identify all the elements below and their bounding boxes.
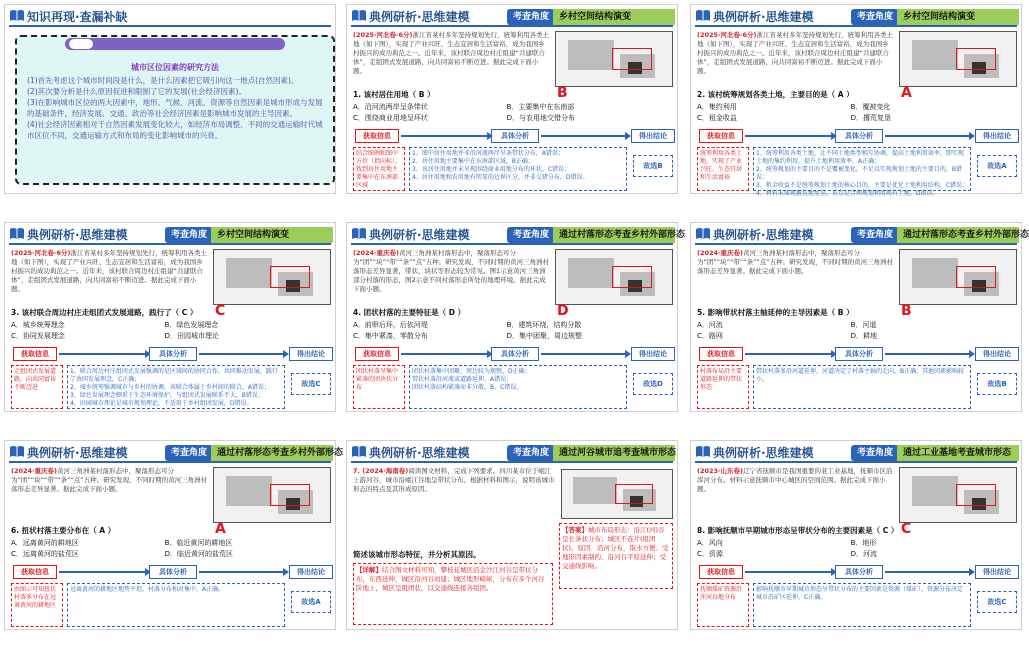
problem-text: 黄河三角洲某村落形态中，聚落形态可分为“团”“块”“带”“条”“点”五种。研究发现，不同时期的黄河三角洲村落形态差异显著。据此完成下面小题。 (11, 467, 208, 493)
problem-stem (697, 31, 895, 77)
flow-arrow (199, 571, 285, 573)
header-rule (9, 25, 331, 27)
analysis-box (753, 365, 971, 409)
problem-source: (2024·重庆卷) (697, 249, 744, 257)
step-get-info: 获取信息 (13, 565, 57, 579)
problem-source: 7. (2024·海南卷) (353, 467, 409, 475)
explain-box (353, 563, 553, 625)
bullet-3: (3)在影响城市区位的两大因素中，地形、气候、河流、资源等自然因素是城市形成与发展的基础条件，经济发展、交通、政治等社会经济因素是影响城市发展的主导因素。 (27, 98, 323, 118)
book-icon (9, 227, 25, 240)
step-analyze: 具体分析 (491, 347, 539, 361)
problem-text: 阅读图文材料，完成下列要求。四川某市位于岷江上游河谷，城市沿岷江谷地呈带状分布。根据材料和图示，说明该城市形态的特点及其形成原因。 (353, 467, 555, 493)
problem-source: (2024·重庆卷) (353, 249, 400, 257)
option-d[interactable]: D．河流 (850, 550, 877, 558)
header-rule (351, 25, 673, 27)
conclusion-box: 故选A (977, 155, 1017, 177)
slide-3[interactable] (690, 4, 1022, 197)
flow-arrow (401, 135, 489, 137)
angle-tag: 考查角度 (851, 227, 899, 243)
problem-stem (353, 31, 551, 77)
slide-title: 典例研析·思维建模 (713, 10, 814, 24)
option-c[interactable]: C．路网 (697, 332, 723, 340)
step-get-info: 获取信息 (13, 347, 57, 361)
flow-arrow (59, 571, 147, 573)
option-c[interactable]: C．围绕商业用地呈环状 (353, 114, 428, 122)
map-figure (555, 249, 673, 305)
flow-arrow (541, 135, 627, 137)
option-b[interactable]: B．地形 (850, 539, 877, 547)
analysis-line-4: 4、材料未体现撂荒地复垦，重点是合理规划利用现有土地，D错误。 (756, 190, 939, 197)
analysis-line-2: 带状村落沿河流或道路延伸，A错误； (412, 376, 513, 383)
option-a[interactable]: A．河流 (697, 321, 723, 329)
answer-label: 【答案】 (562, 526, 588, 534)
topic-tag: 通过村落形态考查乡村外部形态 (897, 227, 1019, 243)
analysis-box (753, 583, 971, 627)
problem-stem (353, 249, 551, 295)
option-c[interactable]: C．资源 (697, 550, 723, 558)
info-box: 村落布局沿主要道路延伸的带状形态 (697, 365, 749, 409)
map-figure (899, 249, 1017, 305)
conclusion-box: 故选C (291, 373, 331, 395)
step-analyze: 具体分析 (491, 129, 539, 143)
analysis-line-4: 4、田园城市理论是城市规划理论，不适用于乡村组团发展，D错误。 (70, 400, 253, 407)
panel-body (27, 75, 327, 141)
options (11, 320, 331, 342)
header-rule (695, 25, 1017, 27)
flow-arrow (199, 353, 285, 355)
options (697, 538, 1017, 560)
option-c[interactable]: C．远离黄河的盐荒区 (11, 550, 79, 558)
info-box: 由图示可知扭状村落多分布在远离黄河的耕地区 (11, 583, 63, 627)
slide-8[interactable] (346, 440, 678, 630)
analysis-line-1: 带状村落多沿河道延伸，河道决定了村落主轴的走向，B正确；其他因素影响较小。 (756, 368, 965, 383)
flow-arrow (745, 571, 833, 573)
slide-5[interactable] (346, 222, 686, 412)
problem-text: 浙江省某村多年坚持规划先行，统筹利用各类土地（如下图），实现了产业兴旺、生态宜居和生活富裕，成为我国乡村振兴的成功典范之一。近年来，该村联合周边村庄组建“共建联合体”，走组团式发展道路，向共同富裕不断迈进。据此完成下面小题。 (697, 31, 893, 75)
slide-title: 典例研析·思维建模 (27, 446, 128, 460)
info-box: 统筹利用各类土地，实现了产业兴旺、生态宜居和生活富裕 (697, 147, 749, 191)
slide-2[interactable] (346, 4, 678, 194)
step-conclude: 得出结论 (975, 129, 1019, 143)
map-figure (899, 31, 1017, 87)
step-conclude: 得出结论 (631, 347, 675, 361)
step-analyze: 具体分析 (835, 347, 883, 361)
header-rule (351, 243, 673, 245)
problem-source: (2023·山东卷) (697, 467, 744, 475)
analysis-box (409, 365, 627, 409)
option-b[interactable]: B．绿色发展理念 (164, 321, 219, 329)
options (697, 320, 1017, 342)
step-get-info: 获取信息 (355, 347, 399, 361)
options (697, 102, 1017, 124)
problem-source: (2024·重庆卷) (11, 467, 58, 475)
info-box: 走组团式发展道路，向共同富裕不断迈进 (11, 365, 63, 409)
slide-9[interactable] (690, 440, 1022, 630)
answer-text: 城市布局形态：沿江(河)谷呈长条状分布；城区不连片(组团状)。原因：沿河分布，取水方便；受地形因素制约，沿河谷平原延伸；受交通线影响。 (562, 526, 669, 570)
option-c[interactable]: C．租金收益 (697, 114, 737, 122)
analysis-box (409, 147, 627, 191)
step-get-info: 获取信息 (699, 347, 743, 361)
angle-tag: 考查角度 (507, 227, 555, 243)
step-conclude: 得出结论 (289, 565, 333, 579)
angle-tag: 考查角度 (507, 9, 555, 25)
conclusion-box: 故选A (291, 591, 331, 613)
slide-4[interactable] (4, 222, 336, 412)
option-c[interactable]: C．协同发展理念 (11, 332, 65, 340)
slide-7[interactable] (4, 440, 344, 630)
info-box: 抚顺煤矿资源沿浑河谷地分布 (697, 583, 749, 627)
slide-title: 典例研析·思维建模 (27, 228, 128, 242)
analysis-box (67, 365, 285, 409)
options (353, 102, 673, 124)
conclusion-box: 故选C (977, 591, 1017, 613)
analysis-line-2: 2、城乡统筹强调城市与乡村的协调，该联合体属于乡村间的联合，A错误； (70, 384, 270, 391)
topic-tag: 通过村落形态考查乡村外部形态 (211, 445, 333, 461)
header-rule (695, 243, 1017, 245)
flow-arrow (541, 353, 627, 355)
map-figure (213, 249, 331, 305)
options (11, 538, 331, 560)
book-icon (9, 445, 25, 458)
option-d[interactable]: D．与农用地交错分布 (506, 114, 575, 122)
book-icon (351, 445, 367, 458)
analysis-line-2: 2、居住用地主要集中在东南部区域，B正确； (412, 158, 534, 165)
analysis-line-1: 1、图中居住用地并非沿河流两岸呈条带状分布，A错误； (412, 150, 564, 157)
question-line: 4. 团状村落的主要特征是（ D ） (353, 308, 466, 317)
angle-tag: 考查角度 (851, 445, 899, 461)
problem-text: 浙江省某村多年坚持规划先行，统筹利用各类土地（如下图），实现了产业兴旺、生态宜居和生活富裕，成为我国乡村振兴的成功典范之一。近年来，该村联合周边村庄组建“共建联合体”，走组团式发展道路，向共同富裕不断迈进。据此完成下面小题。 (353, 31, 549, 75)
option-a[interactable]: A．前卵后环，后依河堤 (353, 321, 428, 329)
step-get-info: 获取信息 (699, 129, 743, 143)
analysis-line-2: 2、统筹规划的主要目的不是覆被变化，不足以实现规划土地的主要目的，B错误； (756, 166, 962, 181)
problem-stem (697, 467, 895, 513)
slide-title: 典例研析·思维建模 (713, 446, 814, 460)
option-b[interactable]: B．建筑环绕，结构分散 (506, 321, 582, 329)
analysis-line-1: 1、统筹利用各类土地，让不同土地类型相互协调，提高土地利用效率，即实现土地的集约利用，提升土地利用效率，A正确； (756, 150, 964, 165)
analysis-line-1: 影响抚顺市早期城市形态呈带状分布的主要因素是资源（煤矿），资源分布决定城市沿矿区延伸，C正确。 (756, 586, 964, 601)
angle-tag: 考查角度 (165, 227, 213, 243)
slide-title: 典例研析·思维建模 (369, 10, 470, 24)
step-get-info: 获取信息 (699, 565, 743, 579)
map-figure (213, 467, 331, 523)
book-icon (695, 445, 711, 458)
problem-stem (11, 467, 209, 513)
step-analyze: 具体分析 (149, 565, 197, 579)
book-icon (351, 9, 367, 22)
header-rule (351, 461, 673, 463)
option-d[interactable]: D．耕地 (850, 332, 877, 340)
flow-arrow (401, 353, 489, 355)
panel-banner (65, 38, 285, 50)
slide-title: 典例研析·思维建模 (369, 228, 470, 242)
bullet-2: (2)其次要分析是什么原因促进和限制了它的发展(社会经济因素)。 (27, 87, 246, 96)
question-line: 5. 影响带状村落主轴延伸的主导因素是（ B ） (697, 308, 854, 317)
problem-stem (697, 249, 895, 295)
topic-tag: 乡村空间结构演变 (897, 9, 1019, 25)
option-b[interactable]: B．主要集中在东南部 (506, 103, 575, 111)
header-rule (695, 461, 1017, 463)
analysis-box (753, 147, 971, 197)
book-icon (351, 227, 367, 240)
book-icon (9, 9, 25, 22)
problem-text: 黄河三角洲某村落形态中，聚落形态可分为“团”“块”“带”“条”“点”五种。研究发现，不同时期的黄河三角洲村落形态差异显著。据此完成下面小题。 (697, 249, 894, 275)
step-get-info: 获取信息 (355, 129, 399, 143)
header-rule (9, 243, 331, 245)
problem-source: (2025·河北卷·6分) (11, 249, 71, 257)
angle-tag: 考查角度 (165, 445, 213, 461)
flow-arrow (745, 353, 833, 355)
problem-text: 辽宁省抚顺市是我国重要的老工业基地，抚顺市区沿浑河分布。材料示意抚顺市中心城区的空间范围。据此完成下面小题。 (697, 467, 893, 493)
map-figure (899, 467, 1017, 523)
banner-pill (69, 39, 93, 49)
slide-title: 知识再现·查漏补缺 (27, 10, 128, 24)
option-a[interactable]: A．风向 (697, 539, 723, 547)
problem-text: 黄河三角洲某村落形态中，聚落形态可分为“团”“块”“带”“条”“点”五种。研究发现，不同时期的黄河三角洲村落形态差异显著，带状、块状等形态较为常见。图1示意黄河三角洲部分村落的形态，图2示意不同村落形态所处的地理环境。据此完成下面小题。 (353, 249, 550, 293)
map-figure (555, 31, 673, 87)
bullet-4: (4)社会经济因素相对于自然因素发展变化较大，如经济布局调整、不同的交通运输时代城市区位不同，交通运输方式和布局的变化影响城市的兴衰。 (27, 120, 323, 140)
question-line: 6. 扭状村落主要分布在（ A ） (11, 526, 116, 535)
analysis-line-3: 3、绿色发展理念侧重于生态环境保护，与组团式发展联系不大，B错误； (70, 392, 264, 399)
question-line: 8. 影响抚顺市早期城市形态呈带状分布的主要因素是（ C ） (697, 526, 899, 535)
option-a[interactable]: A．集约利用 (697, 103, 737, 111)
answer-mark: C (901, 521, 912, 537)
analysis-line-1: 远离黄河的耕地区地势平坦，村落分布相对集中，A正确。 (70, 586, 225, 593)
option-b[interactable]: B．覆被变化 (850, 103, 891, 111)
options (353, 320, 673, 342)
problem-source: (2025·河北卷·6分) (353, 31, 413, 39)
topic-tag: 通过工业基地考查城市形态 (897, 445, 1019, 461)
analysis-line-3: 团状村落结构紧凑而非分散，B、C错误。 (412, 384, 523, 391)
option-a[interactable]: A．远离黄河的耕地区 (11, 539, 79, 547)
step-analyze: 具体分析 (149, 347, 197, 361)
slide-6[interactable] (690, 222, 1029, 412)
info-box: 团状村落呈集中紧凑的团块状分布 (353, 365, 405, 409)
option-a[interactable]: A．沿河流两岸呈条带状 (353, 103, 428, 111)
slide-header (5, 5, 335, 27)
option-d[interactable]: D．撂荒复垦 (850, 114, 891, 122)
option-d[interactable]: D．田园城市理论 (164, 332, 219, 340)
map-figure (561, 469, 673, 519)
panel-heading: 城市区位因素的研究方法 (131, 63, 219, 72)
answer-mark: A (215, 521, 226, 537)
explain-text: 结合图文材料可知，攀枝花城区沿金沙江河谷呈带状分布，东西延伸，城区沿河谷而建；城区地形崎岖，分布在多个河谷阶地上，城区呈组团状，以交通线连接各组团。 (356, 566, 545, 592)
step-analyze: 具体分析 (835, 565, 883, 579)
header-rule (9, 461, 331, 463)
conclusion-box: 故选B (977, 373, 1017, 395)
info-box: 结合图例和图中方位（指向标），找到居住用地主要集中在东南部区域 (353, 147, 405, 191)
topic-tag: 乡村空间结构演变 (553, 9, 675, 25)
answer-mark: B (557, 85, 568, 101)
analysis-box (67, 583, 285, 627)
analysis-line-3: 3、该居住用地并未呈现围绕商业用地分布的环状，C错误； (412, 166, 571, 173)
slide-title: 典例研析·思维建模 (369, 446, 470, 460)
step-analyze: 具体分析 (835, 129, 883, 143)
angle-tag: 考查角度 (507, 445, 555, 461)
question-line: 1. 该村居住用地（ B ） (353, 90, 435, 99)
flow-arrow (885, 353, 971, 355)
answer-mark: D (557, 303, 569, 319)
topic-tag: 通过河谷城市追考查城市形态 (553, 445, 675, 461)
analysis-line-3: 3、租金收益不是统筹规划土地的核心目的，主要是优化土地利用结构，C错误； (756, 182, 969, 189)
topic-tag: 通过村落形态考查乡村外部形态 (553, 227, 675, 243)
problem-text: 浙江省某村多年坚持规划先行，统筹利用各类土地（如下图），实现了产业兴旺、生态宜居和生活富裕，成为我国乡村振兴的成功典范之一。近年来，该村联合周边村庄组建“共建联合体”，走组团式发展道路，向共同富裕不断迈进。据此完成下面小题。 (11, 249, 207, 293)
problem-stem (353, 467, 557, 547)
slide-1[interactable] (4, 4, 336, 194)
topic-tag: 乡村空间结构演变 (211, 227, 333, 243)
option-d[interactable]: D．集中团聚，周边规整 (506, 332, 582, 340)
book-icon (695, 9, 711, 22)
conclusion-box: 故选B (633, 155, 673, 177)
option-c[interactable]: C．集中紧凑，零散分布 (353, 332, 428, 340)
question-line: 2. 该村统筹规划各类土地，主要目的是（ A ） (697, 90, 854, 99)
answer-mark: C (215, 303, 226, 319)
flow-arrow (59, 353, 147, 355)
option-b[interactable]: B．河道 (850, 321, 877, 329)
book-icon (695, 227, 711, 240)
flow-arrow (885, 135, 971, 137)
flow-arrow (745, 135, 833, 137)
step-conclude: 得出结论 (289, 347, 333, 361)
problem-stem (11, 249, 209, 295)
explain-label: 【详解】 (356, 566, 382, 574)
option-b[interactable]: B．临近黄河的耕地区 (164, 539, 233, 547)
answer-mark: B (901, 303, 912, 319)
slide-title: 典例研析·思维建模 (713, 228, 814, 242)
analysis-line-1: 1、联合周边村庄组团式发展强调的是区域间的协同合作，共同推动发展，践行了协同发展理念，C正确； (70, 368, 278, 383)
option-a[interactable]: A．城乡统筹理念 (11, 321, 65, 329)
flow-arrow (885, 571, 971, 573)
analysis-line-4: 4、居住用地和农用地有明显的边界区分，并非交错分布，D错误。 (412, 174, 589, 181)
step-conclude: 得出结论 (975, 347, 1019, 361)
conclusion-box: 故选D (633, 373, 673, 395)
answer-mark: A (901, 85, 912, 101)
option-d[interactable]: D．临近黄河的盐荒区 (164, 550, 233, 558)
question-line: 3. 该村联合周边村庄走组团式发展道路，践行了（ C ） (11, 308, 198, 317)
problem-source: (2025·河北卷·6分) (697, 31, 757, 39)
angle-tag: 考查角度 (851, 9, 899, 25)
analysis-line-1: 团状村落集中团聚，周边较为规整，D正确； (412, 368, 531, 375)
step-conclude: 得出结论 (975, 565, 1019, 579)
question-line: 简述该城市形态特征，并分析其原因。 (353, 550, 481, 559)
answer-box (559, 523, 673, 589)
bullet-1: (1)首先考虑这个城市时间段是什么，是什么因素把它吸引向这一地点(自然因素)。 (27, 76, 299, 85)
step-conclude: 得出结论 (631, 129, 675, 143)
